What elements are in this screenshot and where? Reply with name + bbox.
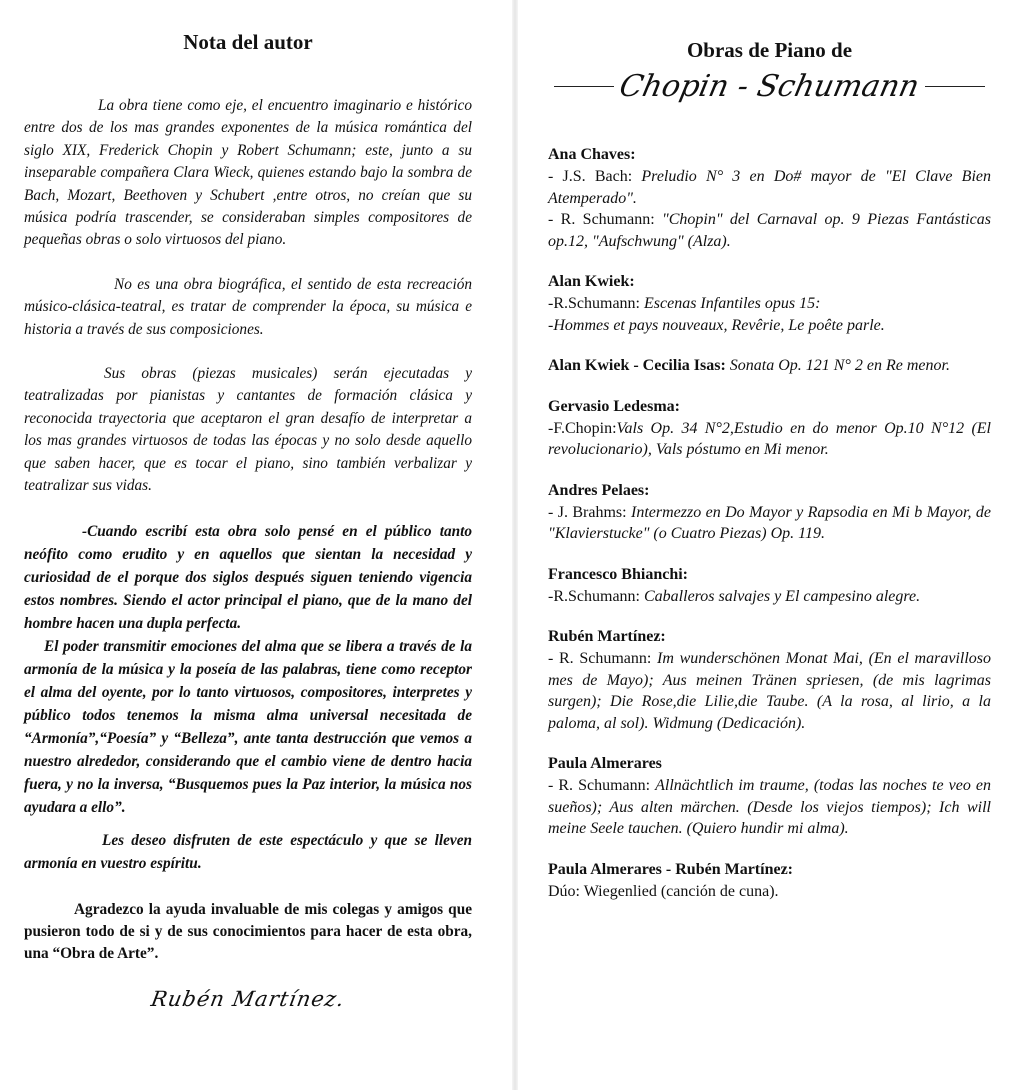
performer-name: Paula Almerares <box>548 755 662 772</box>
work-title: Preludio N° 3 en Do# mayor de "El Clave Bien Atemperado". <box>548 168 991 207</box>
page-fold <box>512 0 518 1090</box>
work-title: -Hommes et pays nouveaux, Revêrie, Le poête parle. <box>548 316 885 334</box>
performer-block <box>548 859 991 903</box>
performer-block <box>548 626 991 734</box>
performer-line <box>548 315 991 337</box>
performer-name: Francesco Bhianchi: <box>548 565 688 583</box>
performer-line <box>548 166 991 209</box>
author-note-paragraph-6: Les deseo disfruten de este espectáculo y que se lleven armonía en vuestro espíritu. <box>24 831 472 872</box>
performer-block <box>548 480 991 545</box>
author-note-title: Nota del autor <box>183 30 313 54</box>
composer-name: - J. Brahms: <box>548 503 631 521</box>
heading-rule-left <box>554 86 614 87</box>
program-title: Obras de Piano de <box>686 38 853 62</box>
performer-line <box>548 418 991 461</box>
performer-line <box>548 209 991 252</box>
author-note-paragraph-2: No es una obra biográfica, el sentido de esta recreación músico-clásica-teatral, es tratar de comprender la época, su música e historia a través de sus composiciones. <box>24 275 472 338</box>
performer-line <box>548 648 991 734</box>
performer-name: Ana Chaves: <box>548 146 636 163</box>
performer-line <box>548 586 991 608</box>
performer-name: Alan Kwiek - Cecilia Isas: <box>548 357 726 374</box>
work-title: Caballeros salvajes y El campesino alegre. <box>644 587 921 605</box>
work-title: Allnächtlich im traume, (todas las noches te veo en sueños); Aus alten märchen. (Desde los viejos tiempos); Ich will meine Seele tauchen. (Quiero hundir mi alma). <box>548 777 991 837</box>
author-note-column <box>24 30 472 1011</box>
performer-block <box>548 753 991 840</box>
work-title: Im wunderschönen Monat Mai, (En el maravilloso mes de Mayo); Aus meinen Tränen spriesen, (de mis lagrimas surgen); Die Rose,die Lilie,die Taube. (A la rosa, al lirio, a la paloma, al sol). Widmung (Dedicación). <box>548 650 991 732</box>
program-column <box>548 38 991 921</box>
work-title: "Chopin" del Carnaval op. 9 Piezas Fantásticas op.12, "Aufschwung" (Alza). <box>548 211 991 250</box>
author-note-acknowledgement: Agradezco la ayuda invaluable de mis colegas y amigos que pusieron todo de si y de sus conocimientos para hacer de esta obra, una “Obra de Arte”. <box>24 900 472 962</box>
author-note-paragraph-4: -Cuando escribí esta obra solo pensé en el público tanto neófito como erudito y en aquellos que sientan la necesidad y curiosidad de el porque dos siglos después siguen teniendo vigencia estos nombres. Siendo el actor principal el piano, que de la mano del hombre hacen una dupla perfecta. <box>24 522 472 632</box>
performer-block <box>548 396 991 461</box>
performer-name: Alan Kwiek: <box>548 273 635 290</box>
composer-name: -F.Chopin: <box>548 419 617 437</box>
composer-name: Dúo: Wiegenlied (canción de cuna). <box>548 882 779 900</box>
performer-name: Andres Pelaes: <box>548 481 650 499</box>
heading-rule-right <box>925 86 985 87</box>
performer-line <box>548 355 991 377</box>
author-note-paragraph-3: Sus obras (piezas musicales) serán ejecutadas y teatralizadas por pianistas y cantantes de formación clásica y reconocida trayectoria que aceptaron el gran desafío de interpretar a los mas grandes virtuosos de todas las épocas y no solo desde aquello que saben hacer, que es tocar el piano, sino también verbalizar y teatralizar sus vidas. <box>24 365 472 495</box>
composer-name: - J.S. Bach: <box>548 168 642 185</box>
composer-name: - R. Schumann: <box>548 777 656 794</box>
work-title: Sonata Op. 121 N° 2 en Re menor. <box>725 357 950 374</box>
performer-line <box>548 293 991 315</box>
author-signature: Rubén Martínez. <box>149 986 347 1011</box>
work-title: Vals Op. 34 N°2,Estudio en do menor Op.10 N°12 (El revolucionario), Vals póstumo en Mi menor. <box>548 419 991 458</box>
performer-name: Rubén Martínez: <box>548 628 666 645</box>
composer-name: - R. Schumann: <box>548 211 662 228</box>
work-title: Escenas Infantiles opus 15: <box>644 295 821 312</box>
program-script-heading <box>548 69 991 104</box>
performer-line <box>548 775 991 840</box>
author-note-paragraph-1: La obra tiene como eje, el encuentro imaginario e histórico entre dos de los mas grandes exponentes de la música romántica del siglo XIX, Frederick Chopin y Robert Schumann; este, junto a su inseparable compañera Clara Wieck, quienes estando bajo la sombra de Bach, Mozart, Beethoven y Schubert ,entre otros, no creían que su música podría trascender, se consideraban simples compositores de pequeñas obras o solo virtuosos del piano. <box>24 97 472 249</box>
program-script-title: Chopin - Schumann <box>616 69 923 104</box>
performer-line <box>548 502 991 545</box>
performer-name: Paula Almerares - Rubén Martínez: <box>548 860 793 878</box>
author-note-paragraph-5: El poder transmitir emociones del alma que se libera a través de la armonía de la música y la poseía de las palabras, tiene como receptor el alma del oyente, por lo tanto virtuosos, compositores, interpretes y público todos tenemos la misma alma universal necesitada de “Armonía”,“Poesía” y “Belleza”, ante tanta destrucción que vemos a nuestro alrededor, considerando que el cambio viene de dentro hacia fuera, y no la inversa, “Busquemos pues la Paz interior, la música nos ayudara a ello”. <box>24 637 472 816</box>
composer-name: - R. Schumann: <box>548 650 658 667</box>
performer-block <box>548 564 991 608</box>
composer-name: -R.Schumann: <box>548 295 644 312</box>
performer-block <box>548 355 991 377</box>
performers-list <box>548 144 991 902</box>
performer-name: Gervasio Ledesma: <box>548 397 680 415</box>
performer-line <box>548 881 991 903</box>
performer-block <box>548 144 991 252</box>
performer-block <box>548 271 991 336</box>
work-title: Intermezzo en Do Mayor y Rapsodia en Mi b Mayor, de "Klavierstucke" (o Cuatro Piezas) Op. 119. <box>548 503 991 542</box>
composer-name: -R.Schumann: <box>548 587 644 605</box>
